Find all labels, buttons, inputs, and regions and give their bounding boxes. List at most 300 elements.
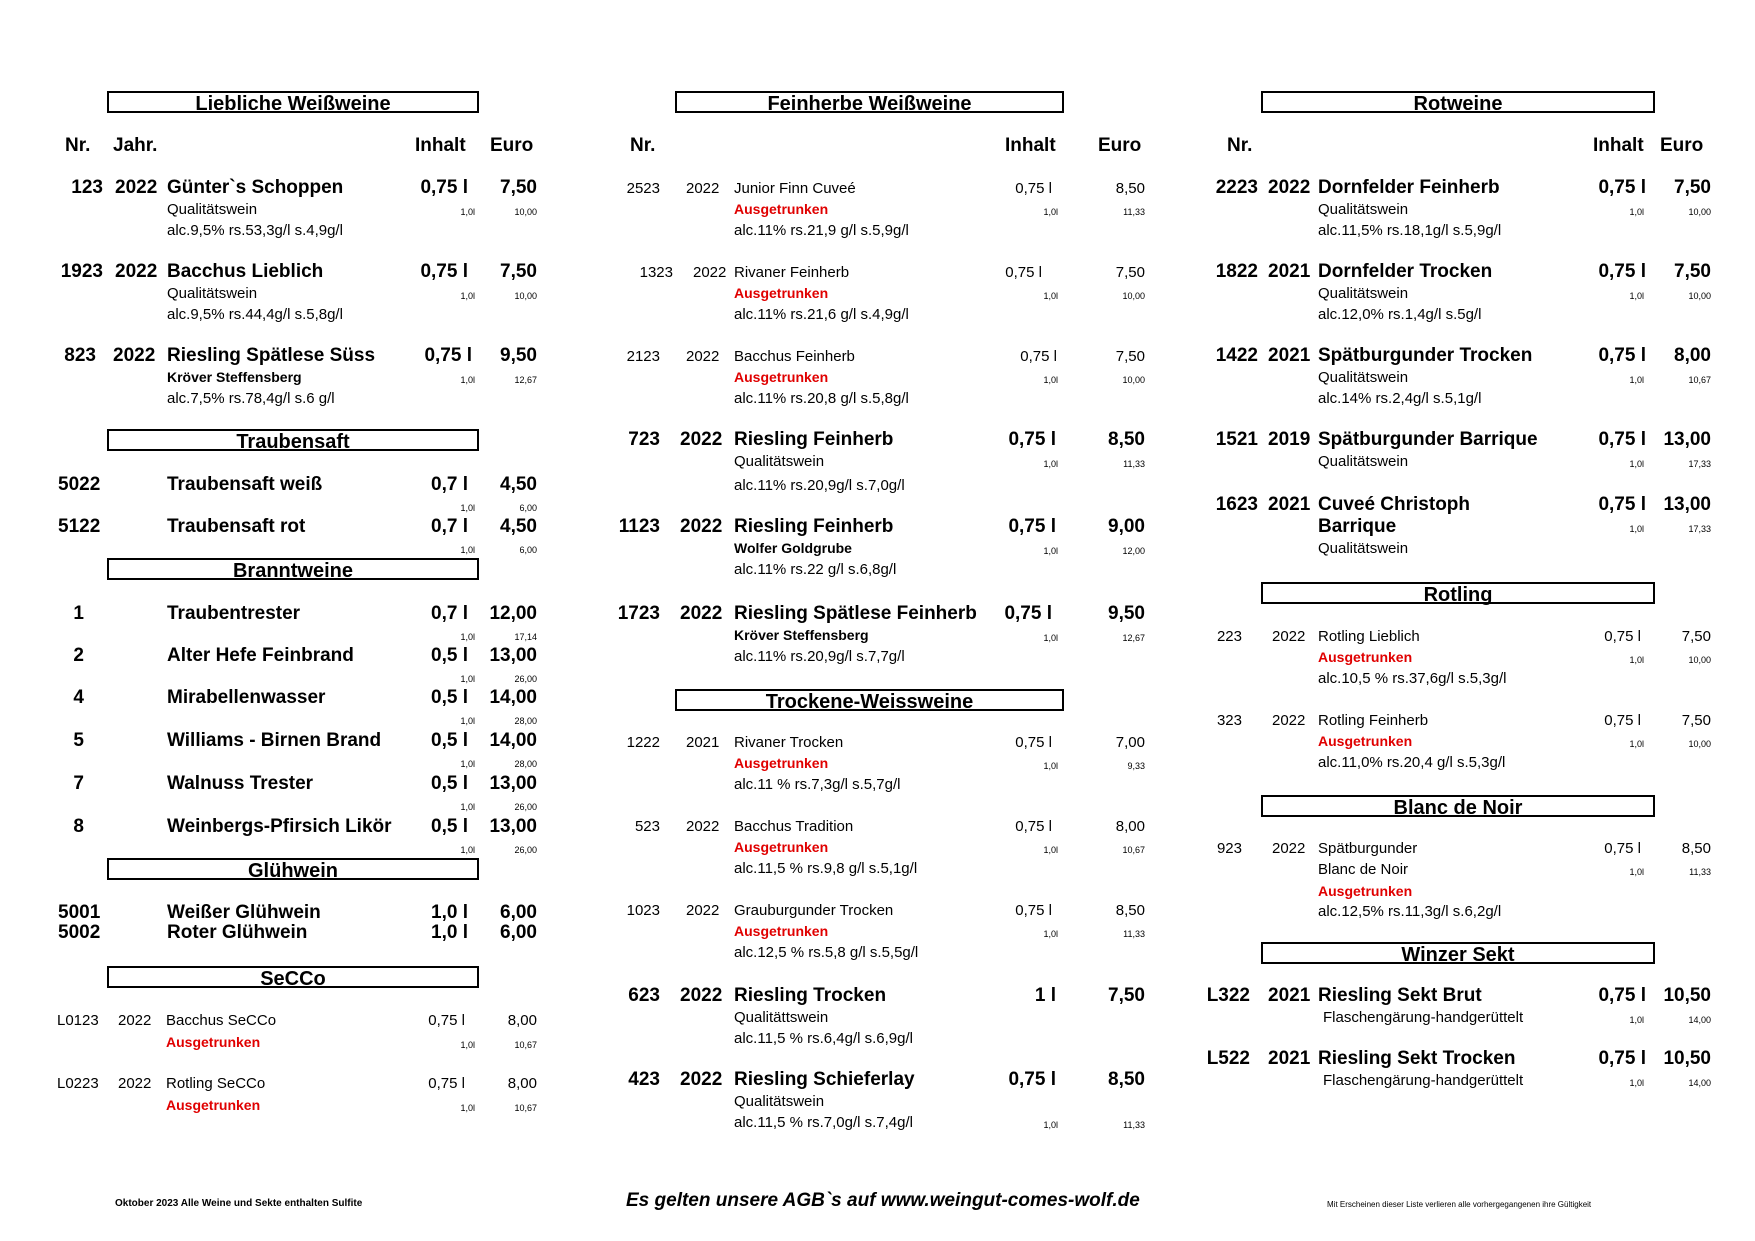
sold-out-label: Ausgetrunken [734,839,829,855]
footer-terms-link[interactable]: Es gelten unsere AGB`s auf www.weingut-comes-wolf.de [626,1190,1140,1211]
item-year: 2022 [118,1012,152,1029]
liter-label: 1,0l [1043,1120,1058,1130]
wine-name: Bacchus Tradition [734,818,854,835]
wine-name: Dornfelder Feinherb [1318,177,1500,198]
sold-out-label: Ausgetrunken [166,1097,261,1113]
wine-year: 2021 [1268,261,1311,282]
wine-quality: Qualitätswein [734,1093,825,1110]
wine-nr: 1123 [618,516,660,537]
item-year: 2022 [118,1075,152,1092]
item-price: 8,00 [507,1012,537,1029]
item-price: 12,00 [489,603,537,624]
item-price: 14,00 [489,687,537,708]
liter-price: 14,00 [1688,1078,1711,1088]
liter-label: 1,0l [1629,207,1644,217]
wine-price: 7,50 [1115,264,1145,281]
wine-analysis: alc.12,5 % rs.5,8 g/l s.5,5g/l [734,944,919,961]
sold-out-label: Ausgetrunken [1318,733,1413,749]
wine-price: 7,50 [1674,261,1711,282]
item-volume: 0,7 l [431,474,468,495]
wine-nr: 2123 [626,348,660,365]
wine-price: 7,50 [500,177,537,198]
liter-price: 6,00 [519,503,537,513]
wine-analysis: alc.7,5% rs.78,4g/l s.6 g/l [167,390,335,407]
liter-label: 1,0l [1043,546,1058,556]
col-header-euro: Euro [1660,135,1704,156]
liter-price: 6,00 [519,545,537,555]
wine-quality: Qualitätswein [1318,369,1409,386]
liter-price: 11,33 [1123,1120,1145,1130]
wine-volume: 0,75 l [1015,902,1052,919]
wine-name: Spätburgunder [1318,840,1418,857]
wine-analysis: alc.11,0% rs.20,4 g/l s.5,3g/l [1318,754,1506,771]
liter-price: 11,33 [1123,459,1145,469]
liter-price: 10,00 [1122,375,1145,385]
sold-out-label: Ausgetrunken [734,923,829,939]
wine-year: 2022 [115,261,158,282]
wine-nr: 923 [1216,840,1242,857]
wine-price: 13,00 [1663,429,1711,450]
liter-label: 1,0l [1629,1015,1644,1025]
wine-year: 2022 [1272,712,1306,729]
wine-name-line2: Blanc de Noir [1318,861,1409,878]
wine-analysis: alc.11 % rs.7,3g/l s.5,7g/l [734,776,901,793]
wine-year: 2021 [1268,494,1311,515]
col-header-nr: Nr. [1227,135,1253,156]
wine-nr: 1521 [1215,429,1258,450]
wine-name: Grauburgunder Trocken [734,902,894,919]
liter-label: 1,0l [1629,739,1644,749]
wine-analysis: alc.11,5 % rs.7,0g/l s.7,4g/l [734,1114,913,1131]
wine-volume: 0,75 l [1004,603,1052,624]
wine-nr: 423 [628,1069,660,1090]
item-price: 6,00 [500,922,537,943]
sold-out-label: Ausgetrunken [1318,883,1413,899]
liter-label: 1,0l [460,207,475,217]
item-volume: 0,7 l [431,516,468,537]
sold-out-label: Ausgetrunken [734,285,829,301]
liter-label: 1,0l [460,802,475,812]
section-header-traubensaft: Traubensaft [107,429,479,451]
wine-analysis: alc.11% rs.20,8 g/l s.5,8g/l [734,390,909,407]
wine-quality: Qualitätswein [1318,540,1409,557]
footer-validity-note: Mit Erscheinen dieser Liste verlieren alle vorhergegangenen ihre Gültigkeit [1327,1200,1592,1209]
item-volume: 0,75 l [428,1075,465,1092]
wine-analysis: alc.9,5% rs.44,4g/l s.5,8g/l [167,306,343,323]
wine-nr: 2523 [626,180,660,197]
liter-label: 1,0l [1629,655,1644,665]
col-header-nr: Nr. [65,135,91,156]
wine-analysis: alc.11% rs.20,9g/l s.7,7g/l [734,648,905,665]
wine-year: 2022 [680,429,723,450]
item-nr: 5002 [58,922,101,943]
liter-price: 10,00 [1122,291,1145,301]
wine-nr: 1723 [617,603,660,624]
col-header-euro: Euro [490,135,534,156]
liter-label: 1,0l [460,845,475,855]
wine-analysis: alc.11% rs.21,6 g/l s.4,9g/l [734,306,909,323]
wine-volume: 0,75 l [1020,348,1057,365]
wine-method: Flaschengärung-handgerüttelt [1323,1009,1524,1026]
liter-label: 1,0l [1043,375,1058,385]
liter-price: 10,67 [1688,375,1711,385]
section-header-liebliche: Liebliche Weißweine [107,91,479,113]
wine-analysis: alc.12,5% rs.11,3g/l s.6,2g/l [1318,903,1502,920]
wine-year: 2021 [1268,345,1311,366]
wine-volume: 0,75 l [1008,429,1056,450]
item-nr: L0223 [57,1075,99,1092]
liter-price: 26,00 [514,845,537,855]
wine-volume: 0,75 l [1598,345,1646,366]
liter-label: 1,0l [460,759,475,769]
item-name: Traubentrester [167,603,301,624]
wine-nr: 1222 [626,734,660,751]
item-price: 4,50 [500,516,537,537]
section-header-trockene: Trockene-Weissweine [675,689,1064,711]
item-name: Traubensaft weiß [167,474,323,495]
wine-vineyard: Wolfer Goldgrube [734,540,852,556]
wine-volume: 0,75 l [420,177,468,198]
liter-label: 1,0l [460,545,475,555]
item-nr: L0123 [57,1012,99,1029]
wine-year: 2022 [1268,177,1311,198]
wine-name: Rivaner Feinherb [734,264,850,281]
liter-price: 17,33 [1688,459,1711,469]
wine-analysis: alc.11,5 % rs.9,8 g/l s.5,1g/l [734,860,918,877]
wine-volume: 0,75 l [1604,840,1641,857]
wine-nr: 623 [628,985,660,1006]
item-name: Roter Glühwein [167,922,308,943]
item-price: 13,00 [489,773,537,794]
wine-year: 2022 [680,516,723,537]
liter-label: 1,0l [1629,291,1644,301]
liter-price: 10,00 [514,207,537,217]
wine-price: 9,50 [1108,603,1145,624]
wine-quality: Qualitätswein [1318,201,1409,218]
liter-label: 1,0l [1629,867,1644,877]
section-header-winzer-sekt: Winzer Sekt [1261,942,1655,964]
liter-label: 1,0l [460,674,475,684]
liter-label: 1,0l [460,503,475,513]
wine-name: Riesling Trocken [734,985,887,1006]
wine-price: 8,50 [1108,1069,1145,1090]
liter-price: 28,00 [514,716,537,726]
sold-out-label: Ausgetrunken [734,201,829,217]
section-header-secco: SeCCo [107,966,479,988]
wine-year: 2022 [686,902,720,919]
item-nr: 5001 [58,902,101,923]
wine-name: Dornfelder Trocken [1318,261,1493,282]
wine-volume: 0,75 l [1604,628,1641,645]
wine-name: Riesling Feinherb [734,516,894,537]
sold-out-label: Ausgetrunken [734,755,829,771]
wine-year: 2021 [686,734,720,751]
wine-price: 7,50 [1681,712,1711,729]
wine-nr: 1323 [639,264,673,281]
wine-volume: 0,75 l [1005,264,1042,281]
wine-name: Rivaner Trocken [734,734,844,751]
wine-analysis: alc.11% rs.22 g/l s.6,8g/l [734,561,897,578]
wine-analysis: alc.11,5 % rs.6,4g/l s.6,9g/l [734,1030,913,1047]
wine-year: 2022 [680,603,723,624]
liter-price: 10,00 [1688,207,1711,217]
wine-price: 9,00 [1108,516,1145,537]
liter-price: 10,67 [514,1040,537,1050]
wine-analysis: alc.11% rs.21,9 g/l s.5,9g/l [734,222,909,239]
wine-price: 8,50 [1115,902,1145,919]
item-price: 14,00 [489,730,537,751]
sold-out-label: Ausgetrunken [1318,649,1413,665]
liter-price: 12,67 [1122,633,1145,643]
wine-price: 7,50 [500,261,537,282]
item-price: 4,50 [500,474,537,495]
wine-nr: 2223 [1215,177,1258,198]
sold-out-label: Ausgetrunken [734,369,829,385]
wine-volume: 0,75 l [1604,712,1641,729]
section-header-rotling: Rotling [1261,582,1655,604]
wine-price: 7,50 [1681,628,1711,645]
liter-price: 17,33 [1688,524,1711,534]
col-header-jahr: Jahr. [113,135,158,156]
wine-volume: 0,75 l [1598,177,1646,198]
item-volume: 1,0 l [431,922,468,943]
liter-price: 9,33 [1127,761,1145,771]
wine-year: 2022 [1272,628,1306,645]
item-price: 13,00 [489,645,537,666]
liter-label: 1,0l [1043,459,1058,469]
wine-price: 8,00 [1115,818,1145,835]
section-header-gluehwein: Glühwein [107,858,479,880]
wine-price: 10,50 [1663,1048,1711,1069]
wine-price: 7,50 [1115,348,1145,365]
col-header-nr: Nr. [630,135,656,156]
liter-label: 1,0l [1043,929,1058,939]
liter-label: 1,0l [460,1103,475,1113]
item-name: Weinbergs-Pfirsich Likör [167,816,392,837]
wine-name: Riesling Schieferlay [734,1069,915,1090]
wine-name: Riesling Feinherb [734,429,894,450]
wine-name: Cuveé Christoph [1318,494,1471,515]
wine-nr: 1422 [1215,345,1258,366]
wine-price: 10,50 [1663,985,1711,1006]
wine-vineyard: Kröver Steffensberg [167,369,302,385]
wine-price: 8,50 [1115,180,1145,197]
liter-price: 11,33 [1123,207,1145,217]
liter-price: 10,00 [1688,291,1711,301]
wine-quality: Qualitätswein [1318,285,1409,302]
item-nr: 5022 [58,474,101,495]
wine-nr: 223 [1216,628,1242,645]
wine-nr: 823 [64,345,96,366]
item-nr: 2 [73,645,84,666]
item-name: Walnuss Trester [167,773,314,794]
item-volume: 0,5 l [431,773,468,794]
wine-volume: 0,75 l [1008,1069,1056,1090]
wine-nr: 1822 [1215,261,1258,282]
item-name: Alter Hefe Feinbrand [167,645,354,666]
liter-price: 26,00 [514,674,537,684]
wine-volume: 0,75 l [1015,180,1052,197]
section-header-rotweine: Rotweine [1261,91,1655,113]
footer-date-sulfites: Oktober 2023 Alle Weine und Sekte enthalten Sulfite [115,1198,363,1209]
wine-nr: 1023 [626,902,660,919]
wine-quality: Qualitätswein [734,453,825,470]
section-header-feinherbe: Feinherbe Weißweine [675,91,1064,113]
liter-label: 1,0l [460,1040,475,1050]
wine-quality: Qualitättswein [734,1009,829,1026]
liter-price: 11,33 [1689,867,1711,877]
wine-method: Flaschengärung-handgerüttelt [1323,1072,1524,1089]
wine-name: Riesling Spätlese Feinherb [734,603,977,624]
wine-volume: 0,75 l [1598,985,1646,1006]
liter-label: 1,0l [1629,524,1644,534]
liter-label: 1,0l [460,716,475,726]
item-volume: 0,5 l [431,687,468,708]
liter-price: 11,33 [1123,929,1145,939]
wine-quality: Qualitätswein [1318,453,1409,470]
item-nr: 8 [73,816,84,837]
item-volume: 0,75 l [428,1012,465,1029]
item-nr: 1 [73,603,84,624]
wine-name: Günter`s Schoppen [167,177,344,198]
liter-price: 28,00 [514,759,537,769]
wine-year: 2021 [1268,1048,1311,1069]
wine-volume: 0,75 l [1598,1048,1646,1069]
wine-volume: 0,75 l [420,261,468,282]
item-name: Williams - Birnen Brand [167,730,382,751]
wine-analysis: alc.12,0% rs.1,4g/l s.5g/l [1318,306,1482,323]
wine-volume: 0,75 l [1015,818,1052,835]
wine-price: 7,50 [1674,177,1711,198]
wine-nr: L322 [1206,985,1250,1006]
wine-volume: 0,75 l [1598,429,1646,450]
wine-quality: Qualitätswein [167,285,258,302]
wine-nr: 123 [71,177,103,198]
item-nr: 7 [73,773,84,794]
liter-price: 10,67 [1122,845,1145,855]
item-nr: 4 [73,687,84,708]
wine-year: 2022 [113,345,156,366]
liter-price: 17,14 [514,632,537,642]
wine-volume: 0,75 l [424,345,472,366]
liter-price: 10,00 [1688,739,1711,749]
item-volume: 0,5 l [431,645,468,666]
liter-label: 1,0l [1629,375,1644,385]
wine-analysis: alc.11,5% rs.18,1g/l s.5,9g/l [1318,222,1502,239]
item-volume: 1,0 l [431,902,468,923]
section-header-blanc-de-noir: Blanc de Noir [1261,795,1655,817]
item-nr: 5 [73,730,84,751]
wine-name: Bacchus Lieblich [167,261,324,282]
liter-price: 10,00 [1688,655,1711,665]
liter-label: 1,0l [1043,761,1058,771]
item-name: Rotling SeCCo [166,1075,266,1092]
wine-volume: 0,75 l [1598,494,1646,515]
wine-name: Riesling Sekt Brut [1318,985,1482,1006]
wine-year: 2022 [686,348,720,365]
wine-year: 2022 [686,180,720,197]
liter-label: 1,0l [1043,291,1058,301]
wine-year: 2022 [115,177,158,198]
wine-name-line2: Barrique [1318,516,1397,537]
wine-nr: 523 [634,818,660,835]
wine-price: 8,00 [1674,345,1711,366]
liter-price: 12,00 [1122,546,1145,556]
liter-label: 1,0l [1043,845,1058,855]
wine-analysis: alc.9,5% rs.53,3g/l s.4,9g/l [167,222,343,239]
wine-year: 2022 [686,818,720,835]
col-header-inhalt: Inhalt [1593,135,1644,156]
wine-price: 7,50 [1108,985,1145,1006]
wine-nr: 1623 [1215,494,1258,515]
wine-name: Junior Finn Cuveé [734,180,856,197]
col-header-inhalt: Inhalt [1005,135,1056,156]
wine-volume: 0,75 l [1015,734,1052,751]
wine-nr: L522 [1206,1048,1250,1069]
wine-nr: 1923 [60,261,103,282]
wine-analysis: alc.14% rs.2,4g/l s.5,1g/l [1318,390,1482,407]
wine-name: Spätburgunder Barrique [1318,429,1538,450]
wine-year: 2019 [1268,429,1311,450]
item-price: 13,00 [489,816,537,837]
wine-vineyard: Kröver Steffensberg [734,627,869,643]
item-name: Bacchus SeCCo [166,1012,277,1029]
liter-label: 1,0l [460,632,475,642]
item-name: Mirabellenwasser [167,687,326,708]
wine-year: 2022 [1272,840,1306,857]
wine-nr: 723 [628,429,660,450]
wine-price: 8,50 [1108,429,1145,450]
wine-name: Riesling Sekt Trocken [1318,1048,1516,1069]
item-volume: 0,5 l [431,816,468,837]
liter-price: 26,00 [514,802,537,812]
wine-analysis: alc.11% rs.20,9g/l s.7,0g/l [734,477,905,494]
liter-label: 1,0l [1043,207,1058,217]
wine-price: 13,00 [1663,494,1711,515]
wine-nr: 323 [1216,712,1242,729]
wine-price: 9,50 [500,345,537,366]
liter-price: 14,00 [1688,1015,1711,1025]
col-header-euro: Euro [1098,135,1142,156]
item-nr: 5122 [58,516,101,537]
wine-quality: Qualitätswein [167,201,258,218]
wine-analysis: alc.10,5 % rs.37,6g/l s.5,3g/l [1318,670,1507,687]
item-price: 6,00 [500,902,537,923]
liter-price: 12,67 [514,375,537,385]
item-name: Traubensaft rot [167,516,306,537]
wine-name: Rotling Feinherb [1318,712,1429,729]
col-header-inhalt: Inhalt [415,135,466,156]
liter-label: 1,0l [1043,633,1058,643]
liter-label: 1,0l [1629,459,1644,469]
sold-out-label: Ausgetrunken [166,1034,261,1050]
wine-name: Riesling Spätlese Süss [167,345,376,366]
item-price: 8,00 [507,1075,537,1092]
liter-price: 10,67 [514,1103,537,1113]
liter-label: 1,0l [460,291,475,301]
wine-name: Bacchus Feinherb [734,348,855,365]
wine-year: 2022 [693,264,727,281]
wine-volume: 1 l [1034,985,1056,1006]
wine-name: Rotling Lieblich [1318,628,1420,645]
wine-name: Spätburgunder Trocken [1318,345,1533,366]
wine-price: 8,50 [1681,840,1711,857]
wine-year: 2021 [1268,985,1311,1006]
liter-price: 10,00 [514,291,537,301]
liter-label: 1,0l [1629,1078,1644,1088]
wine-volume: 0,75 l [1008,516,1056,537]
section-header-branntweine: Branntweine [107,558,479,580]
